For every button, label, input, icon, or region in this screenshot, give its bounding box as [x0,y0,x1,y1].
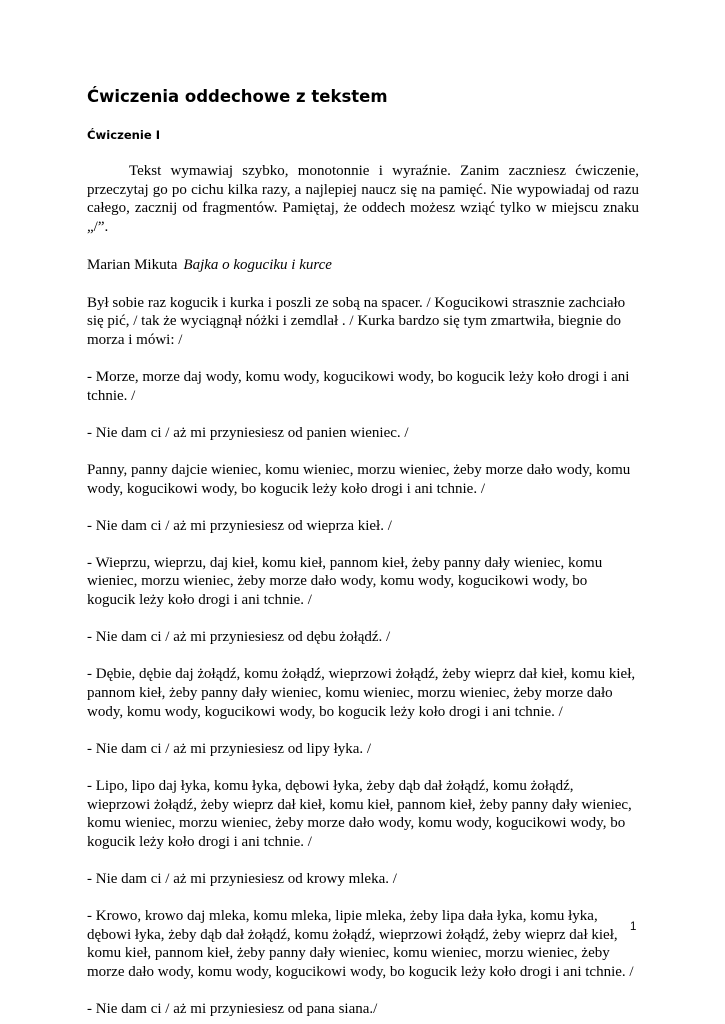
section-heading: Ćwiczenie I [87,128,161,142]
work-title: Bajka o koguciku i kurce [183,257,332,274]
story-paragraph: - Lipo, lipo daj łyka, komu łyka, dębowi łyka, żeby dąb dał żołądź, komu żołądź, wieprzowi żołądź, żeby wieprz dał kieł, komu kieł, pannom kieł, żeby panny dały wieniec, komu wieniec, morzu wieniec, żeby morze dało wody, komu wody, kogucikowi wody, bo kogucik leży koło drogi i ani tchnie. / [87,778,632,850]
story-paragraph: - Nie dam ci / aż mi przyniesiesz od dębu żołądź. / [87,629,391,646]
story-text [87,294,639,1019]
story-paragraph: Panny, panny dajcie wieniec, komu wieniec, morzu wieniec, żeby morze dało wody, komu wody, kogucikowi wody, bo kogucik leży koło drogi i ani tchnie. / [87,461,631,497]
story-paragraph: - Nie dam ci / aż mi przyniesiesz od panien wieniec. / [87,424,409,441]
story-paragraph: - Nie dam ci / aż mi przyniesiesz od wieprza kieł. / [87,517,392,534]
document-body [87,86,639,1019]
document-title: Ćwiczenia oddechowe z tekstem [87,87,388,106]
story-paragraph: - Krowo, krowo daj mleka, komu mleka, lipie mleka, żeby lipa dała łyka, komu łyka, dębowi łyka, żeby dąb dał żołądź, komu żołądź, wieprzowi żołądź, żeby wieprz dał kieł, komu kieł, pannom kieł, żeby panny dały wieniec, komu wieniec, morzu wieniec, żeby morze dało wody, komu wody, kogucikowi wody, bo kogucik leży koło drogi i ani tchnie. / [87,908,634,980]
story-paragraph: Był sobie raz kogucik i kurka i poszli ze sobą na spacer. / Kogucikowi strasznie zachciało się pić, / tak że wyciągnął nóżki i zemdlał . / Kurka bardzo się tym zmartwiła, biegnie do morza i mówi: / [87,294,626,348]
author-line [87,256,639,275]
story-paragraph: - Nie dam ci / aż mi przyniesiesz od lipy łyka. / [87,740,372,757]
story-paragraph: - Nie dam ci / aż mi przyniesiesz od krowy mleka. / [87,870,397,887]
story-paragraph: - Morze, morze daj wody, komu wody, kogucikowi wody, bo kogucik leży koło drogi i ani tchnie. / [87,368,630,404]
author-name: Marian Mikuta [87,257,178,274]
story-paragraph: - Nie dam ci / aż mi przyniesiesz od pana siana./ [87,1001,378,1018]
intro-paragraph: Tekst wymawiaj szybko, monotonnie i wyraźnie. Zanim zaczniesz ćwiczenie, przeczytaj go po cichu kilka razy, a najlepiej naucz się na pamięć. Nie wypowiadaj od razu całego, zacznij od fragmentów. Pamiętaj, że oddech możesz wziąć tylko w miejscu znaku „/”. [87,163,639,235]
story-paragraph: - Wieprzu, wieprzu, daj kieł, komu kieł, pannom kieł, żeby panny dały wieniec, komu wieniec, morzu wieniec, żeby morze dało wody, komu wody, kogucikowi wody, bo kogucik leży koło drogi i ani tchnie. / [87,554,603,609]
story-paragraph: - Dębie, dębie daj żołądź, komu żołądź, wieprzowi żołądź, żeby wieprz dał kieł, komu kieł, pannom kieł, żeby panny dały wieniec, komu wieniec, morzu wieniec, żeby morze dało wody, komu wody, kogucikowi wody, bo kogucik leży koło drogi i ani tchnie. / [87,666,636,720]
page-number: 1 [630,921,637,933]
